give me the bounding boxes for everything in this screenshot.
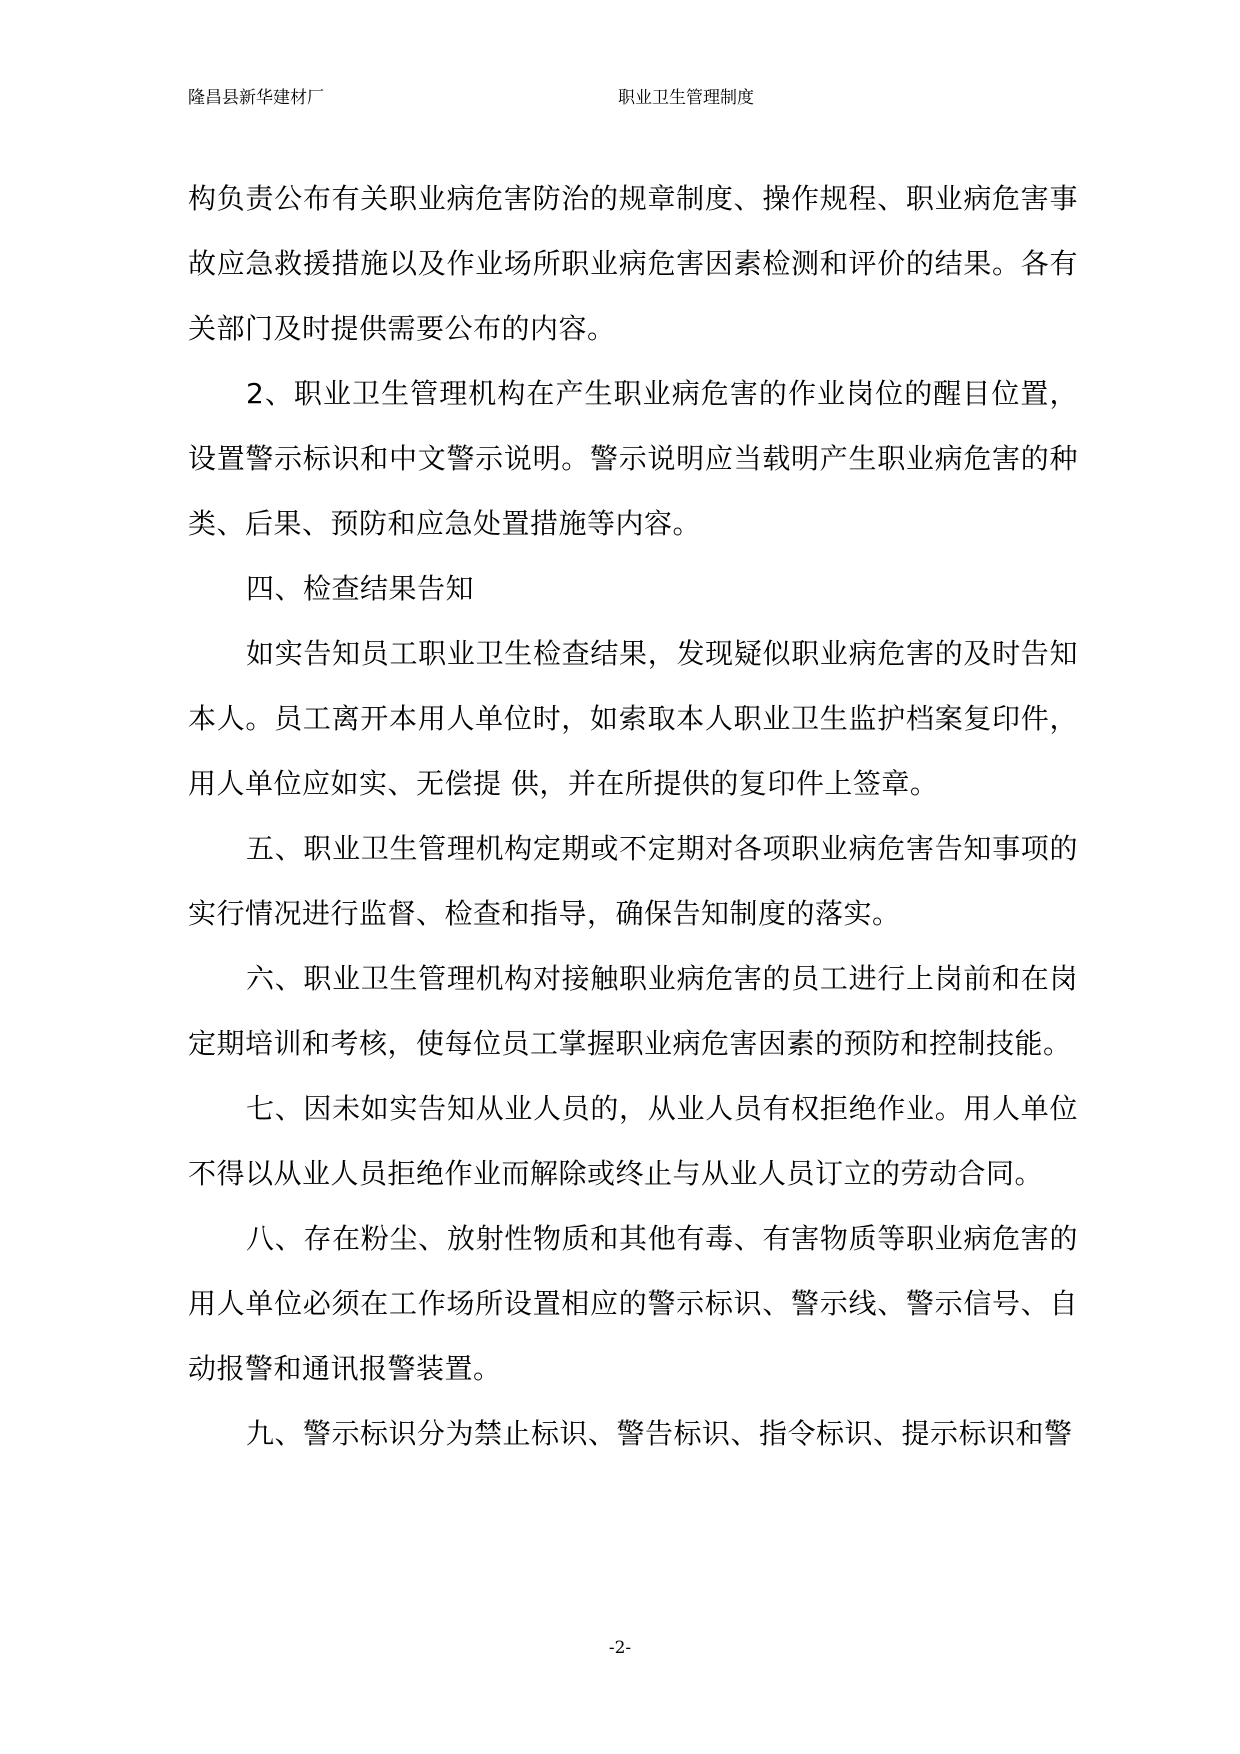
paragraph: 2、职业卫生管理机构在产生职业病危害的作业岗位的醒目位置，设置警示标识和中文警示说明。警示说明应当载明产生职业病危害的种类、后果、预防和应急处置措施等内容。 bbox=[188, 377, 1078, 540]
paragraph: 五、职业卫生管理机构定期或不定期对各项职业病危害告知事项的实行情况进行监督、检查和指导，确保告知制度的落实。 bbox=[188, 832, 1078, 930]
document-body bbox=[188, 166, 1078, 1466]
header-document-title: 职业卫生管理制度 bbox=[618, 88, 754, 108]
paragraph: 构负责公布有关职业病危害防治的规章制度、操作规程、职业病危害事故应急救援措施以及作业场所职业病危害因素检测和评价的结果。各有关部门及时提供需要公布的内容。 bbox=[188, 182, 1078, 345]
paragraph: 九、警示标识分为禁止标识、警告标识、指令标识、提示标识和警 bbox=[246, 1417, 1073, 1450]
paragraph: 八、存在粉尘、放射性物质和其他有毒、有害物质等职业病危害的用人单位必须在工作场所设置相应的警示标识、警示线、警示信号、自动报警和通讯报警装置。 bbox=[188, 1222, 1078, 1385]
header-company-name: 隆昌县新华建材厂 bbox=[188, 88, 324, 108]
page-number: -2- bbox=[608, 1638, 632, 1658]
paragraph: 六、职业卫生管理机构对接触职业病危害的员工进行上岗前和在岗定期培训和考核，使每位员工掌握职业病危害因素的预防和控制技能。 bbox=[188, 962, 1078, 1060]
paragraph: 如实告知员工职业卫生检查结果，发现疑似职业病危害的及时告知本人。员工离开本用人单位时，如索取本人职业卫生监护档案复印件，用人单位应如实、无偿提 供，并在所提供的复印件上签章。 bbox=[188, 637, 1078, 800]
paragraph: 七、因未如实告知从业人员的，从业人员有权拒绝作业。用人单位不得以从业人员拒绝作业而解除或终止与从业人员订立的劳动合同。 bbox=[188, 1092, 1078, 1190]
section-heading: 四、检查结果告知 bbox=[246, 572, 475, 605]
